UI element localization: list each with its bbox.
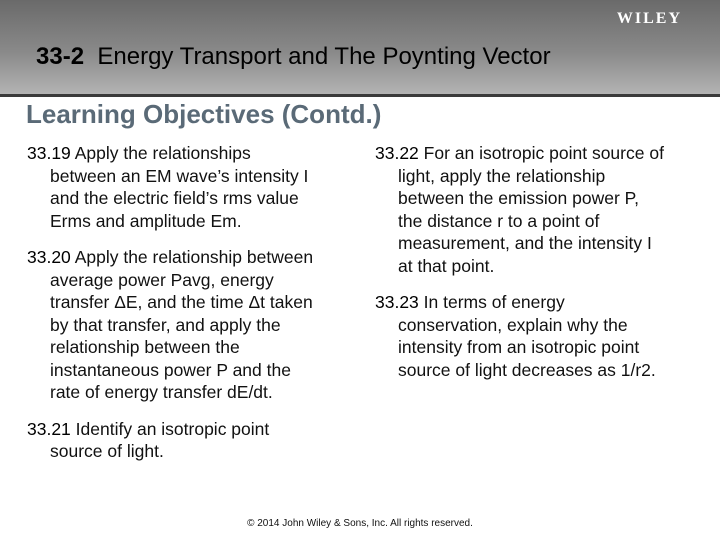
objective-line: average power Pavg, energy [50, 269, 274, 290]
objective-line: between the emission power P, [398, 188, 639, 208]
objective-line: Identify an isotropic point [75, 418, 270, 439]
objective-line: source of light decreases as 1/r2. [398, 359, 656, 380]
objective-line: at that point. [398, 255, 495, 276]
objective-id: 33.23 [375, 292, 419, 312]
objective-33-19 [27, 142, 367, 232]
objective-line: Apply the relationships [74, 143, 251, 163]
objective-33-21 [27, 418, 367, 463]
objective-line: In terms of energy [423, 292, 565, 312]
objective-line: by that transfer, and apply the [50, 314, 281, 335]
objective-line: rate of energy transfer dE/dt. [50, 382, 273, 402]
objective-line: between an EM wave’s intensity I [50, 165, 309, 186]
section-title-text: Energy Transport and The Poynting Vector [97, 43, 551, 70]
objective-id: 33.22 [375, 143, 419, 163]
objective-33-20 [27, 246, 367, 404]
page-title [36, 43, 551, 71]
objectives-right-column [375, 142, 715, 395]
objective-line: light, apply the relationship [398, 165, 606, 186]
objectives-left-column [27, 142, 367, 477]
learning-objectives-heading: Learning Objectives (Contd.) [26, 99, 382, 129]
objective-line: For an isotropic point source of [423, 143, 664, 163]
objective-line: relationship between the [50, 337, 240, 357]
copyright-notice: © 2014 John Wiley & Sons, Inc. All rights reserved. [247, 518, 473, 529]
objective-line: intensity from an isotropic point [398, 337, 640, 357]
objective-33-22 [375, 142, 715, 277]
section-number: 33-2 [36, 43, 85, 70]
objective-line: source of light. [50, 441, 164, 461]
header-divider [0, 94, 720, 97]
objective-line: measurement, and the intensity I [398, 233, 652, 253]
objective-line: instantaneous power P and the [50, 359, 291, 380]
objective-id: 33.20 [27, 247, 71, 267]
wiley-logo: WILEY [616, 10, 682, 27]
objective-line: and the electric field’s rms value [50, 188, 299, 208]
objective-line: the distance r to a point of [398, 210, 600, 231]
objective-line: transfer ΔE, and the time Δt taken [50, 292, 313, 312]
objective-line: Erms and amplitude Em. [50, 210, 242, 231]
objective-line: Apply the relationship between [74, 247, 314, 267]
objective-line: conservation, explain why the [398, 314, 628, 335]
objective-33-23 [375, 291, 715, 381]
objective-id: 33.19 [27, 143, 71, 163]
objective-id: 33.21 [27, 418, 71, 439]
